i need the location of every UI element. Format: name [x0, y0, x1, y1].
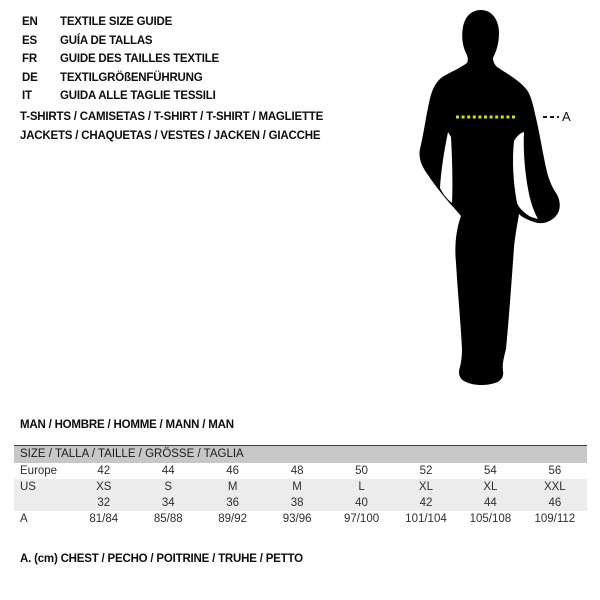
language-code: EN [22, 16, 38, 28]
cell: 42 [419, 497, 433, 509]
language-label: TEXTILGRÖßENFÜHRUNG [60, 71, 203, 84]
language-code: IT [22, 90, 32, 103]
cell: 93/96 [282, 513, 312, 525]
cell: 46 [548, 497, 562, 509]
cell: 42 [97, 465, 111, 477]
language-code: FR [22, 53, 37, 66]
language-label: GUIDA ALLE TAGLIE TESSILI [60, 90, 216, 103]
cell: XL [418, 481, 433, 493]
cell: XL [483, 481, 498, 493]
row-label: US [20, 481, 36, 493]
cell: S [164, 481, 173, 493]
cell: 40 [355, 497, 368, 509]
size-table [14, 445, 587, 527]
cell: 36 [226, 497, 240, 509]
section-heading-man: MAN / HOMBRE / HOMME / MANN / MAN [20, 419, 234, 431]
cell: XXL [543, 481, 566, 493]
language-label: GUIDE DES TAILLES TEXTILE [60, 53, 219, 66]
table-row-chest-a [14, 511, 587, 527]
cell: 56 [548, 465, 562, 477]
size-table-header: SIZE / TALLA / TAILLE / GRÖSSE / TAGLIA [14, 446, 587, 463]
cell: 54 [484, 465, 497, 477]
cell: M [227, 481, 238, 493]
cell: 105/108 [469, 513, 512, 525]
row-label: Europe [20, 465, 58, 477]
cell: 97/100 [343, 513, 380, 525]
cell: 52 [419, 465, 433, 477]
cell: 89/92 [218, 513, 248, 525]
cell: 50 [355, 465, 368, 477]
table-row-us [14, 479, 587, 495]
cell: 109/112 [534, 513, 576, 525]
cell: 44 [484, 497, 497, 509]
table-row-europe [14, 463, 587, 479]
language-code: DE [22, 71, 38, 84]
cell: L [358, 481, 365, 493]
cell: 46 [226, 465, 240, 477]
man-silhouette [419, 10, 559, 385]
language-code: ES [22, 34, 37, 47]
measure-label-a: A [562, 109, 571, 124]
cell: 32 [97, 497, 111, 509]
category-line-tshirts: T-SHIRTS / CAMISETAS / T-SHIRT / T-SHIRT / MAGLIETTE [20, 111, 324, 123]
row-label: A [20, 513, 28, 525]
cell: XS [96, 481, 112, 493]
category-line-jackets: JACKETS / CHAQUETAS / VESTES / JACKEN / GIACCHE [20, 129, 321, 142]
cell: 48 [290, 465, 304, 477]
footnote-chest-measure: A. (cm) CHEST / PECHO / POITRINE / TRUHE / PETTO [20, 553, 303, 565]
cell: 34 [161, 497, 175, 509]
cell: 101/104 [405, 513, 447, 525]
language-label: GUÍA DE TALLAS [60, 34, 153, 47]
cell: 38 [290, 497, 304, 509]
cell: 44 [161, 465, 175, 477]
language-label: TEXTILE SIZE GUIDE [60, 16, 173, 28]
cell: M [292, 481, 302, 493]
table-row-uk [14, 495, 587, 511]
row-label [14, 495, 72, 511]
cell: 85/88 [153, 513, 183, 525]
cell: 81/84 [89, 513, 119, 525]
